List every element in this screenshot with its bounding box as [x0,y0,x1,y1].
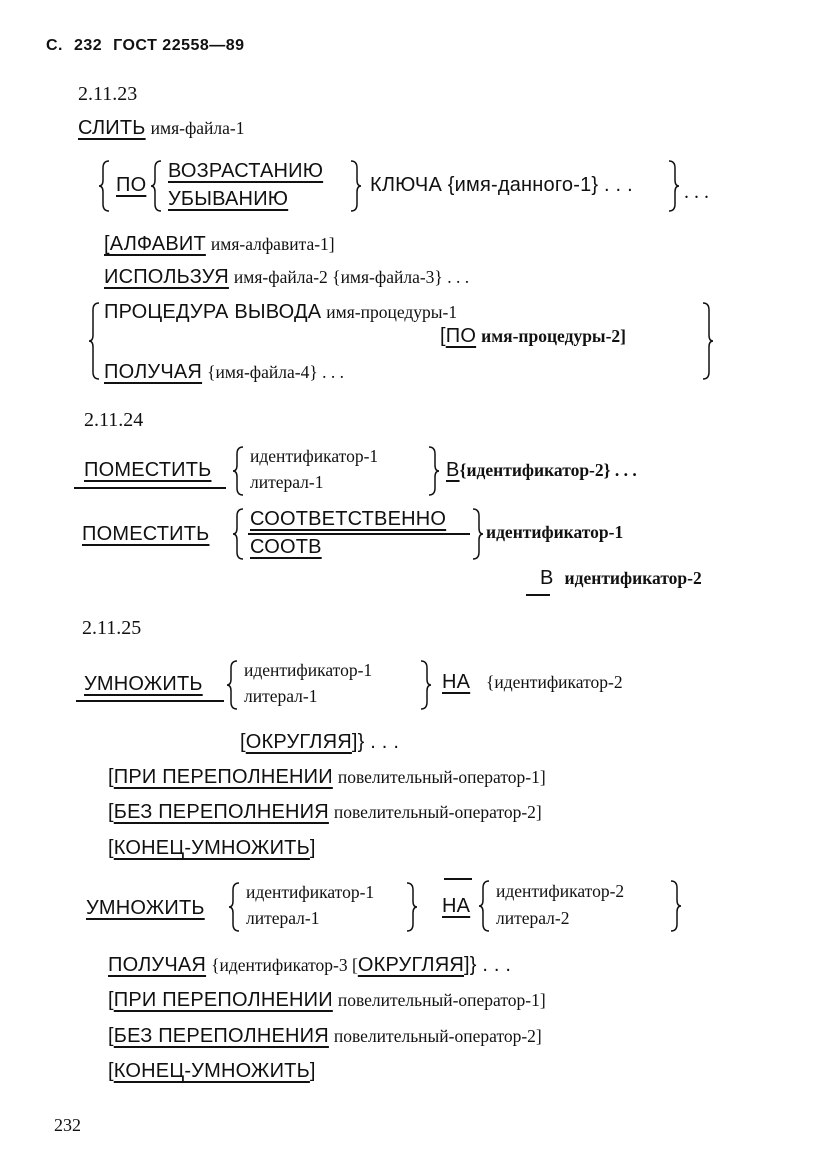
thru-keyword: ПО [445,325,477,347]
literal-option: литерал-1 [250,472,324,492]
running-header [46,38,245,54]
output-procedure-clause [104,302,457,322]
using-argument: имя-файла-2 {имя-файла-3} . . . [233,267,470,287]
giving-argument: {идентификатор-3 [ [211,955,358,975]
left-brace [232,446,246,496]
bracket-open: [ [108,801,114,823]
literal-option: литерал-1 [244,686,318,706]
to-clause [446,460,637,480]
keyword-overline [444,878,472,880]
left-brace [150,160,164,212]
collating-clause [104,234,335,254]
right-brace [700,302,714,380]
descending-keyword: УБЫВАНИЮ [168,188,289,210]
to-clause-2 [540,568,702,588]
right-brace [404,882,418,932]
identifier-option: идентификатор-1 [246,882,375,902]
left-brace [98,160,112,212]
not-overflow-argument: повелительный-оператор-2] [333,1026,542,1046]
giving-clause [104,362,344,382]
on-keyword: ПО [116,174,147,196]
left-brace [226,660,240,710]
on-overflow-argument: повелительный-оператор-1] [337,990,546,1010]
giving-keyword: ПОЛУЧАЯ [108,954,207,976]
merge-argument: имя-файла-1 [150,118,245,138]
thru-clause [440,326,626,346]
on-overflow-argument: повелительный-оператор-1] [337,767,546,787]
literal-option: литерал-1 [246,908,320,928]
not-overflow-clause [108,1026,542,1046]
to-keyword: В [446,459,460,481]
right-brace [348,160,362,212]
bracket-open: [ [108,1025,114,1047]
output-procedure-keyword: ПРОЦЕДУРА ВЫВОДА [104,301,322,323]
right-brace [666,160,680,212]
bracket-open: [ [108,837,114,859]
giving-clause [108,955,511,975]
end-multiply-keyword: КОНЕЦ-УМНОЖИТЬ [113,1060,310,1082]
giving-keyword: ПОЛУЧАЯ [104,361,203,383]
section-number-23: 2.11.23 [78,83,138,105]
multiply-keyword: УМНОЖИТЬ [86,897,205,919]
page-number: 232 [54,1115,81,1135]
right-brace [418,660,432,710]
left-brace [88,302,102,380]
keyword-underline [74,487,226,489]
keyword-underline [526,594,550,596]
thru-argument: имя-процедуры-2] [481,326,626,346]
bracket-close: ] [309,1060,316,1082]
right-brace [668,880,682,932]
giving-argument: {имя-файла-4} . . . [207,362,344,382]
header-prefix: С. [46,37,63,54]
section-number-25: 2.11.25 [82,617,142,639]
identifier-option: идентификатор-2 [496,881,625,901]
not-overflow-argument: повелительный-оператор-2] [333,802,542,822]
not-overflow-keyword: БЕЗ ПЕРЕПОЛНЕНИЯ [113,1025,329,1047]
key-clause-text: КЛЮЧА {имя-данного-1} . . . [370,174,633,196]
repeat-dots: . . . [684,181,709,203]
bracket-close: ] [309,837,316,859]
section-number-24: 2.11.24 [84,409,144,431]
not-overflow-keyword: БЕЗ ПЕРЕПОЛНЕНИЯ [113,801,329,823]
using-keyword: ИСПОЛЬЗУЯ [104,266,229,288]
collating-keyword: [АЛФАВИТ [104,233,206,255]
key-clause [370,175,633,195]
move-keyword: ПОМЕСТИТЬ [82,523,210,545]
rounded-keyword: ОКРУГЛЯЯ [357,954,464,976]
on-overflow-keyword: ПРИ ПЕРЕПОЛНЕНИИ [113,766,333,788]
to-argument: {идентификатор-2} . . . [459,460,637,480]
not-overflow-clause [108,802,542,822]
rounded-keyword: ОКРУГЛЯЯ [245,731,352,753]
on-overflow-keyword: ПРИ ПЕРЕПОЛНЕНИИ [113,989,333,1011]
literal-option: литерал-2 [496,908,570,928]
by-keyword: НА [442,671,471,693]
collating-argument: имя-алфавита-1] [210,234,335,254]
right-brace [470,508,484,560]
rounded-close: ]} . . . [351,731,400,753]
rounded-clause [240,732,399,752]
move-keyword: ПОМЕСТИТЬ [84,459,212,481]
left-brace [478,880,492,932]
header-page: 232 [73,37,103,54]
identifier-option: идентификатор-1 [244,660,373,680]
bracket-open: [ [108,1060,114,1082]
on-overflow-clause [108,767,546,787]
left-brace [232,508,246,560]
by-keyword: НА [442,895,471,917]
to-argument: идентификатор-2 [564,568,702,588]
by-argument: {идентификатор-2 [486,672,623,692]
end-multiply-clause [108,1061,316,1081]
bracket-open: [ [108,766,114,788]
keyword-underline [76,700,224,702]
to-keyword: В [540,567,554,589]
rounded-close: ]} . . . [463,954,512,976]
end-multiply-clause [108,838,316,858]
bracket-open: [ [240,731,246,753]
using-clause [104,267,469,287]
end-multiply-keyword: КОНЕЦ-УМНОЖИТЬ [113,837,310,859]
multiply-keyword: УМНОЖИТЬ [84,673,203,695]
merge-statement [78,118,245,138]
on-overflow-clause [108,990,546,1010]
header-standard: ГОСТ 22558—89 [113,37,245,54]
corresponding-keyword: СООТВЕТСТВЕННО [250,508,447,530]
output-procedure-argument: имя-процедуры-1 [326,302,458,322]
identifier-option: идентификатор-1 [250,446,379,466]
corr-argument: идентификатор-1 [486,522,624,542]
bracket-open: [ [108,989,114,1011]
thru-open: [ [440,325,446,347]
ascending-keyword: ВОЗРАСТАНИЮ [168,160,324,182]
left-brace [228,882,242,932]
merge-keyword: СЛИТЬ [78,117,146,139]
corr-abbrev-keyword: СООТВ [250,536,322,558]
right-brace [426,446,440,496]
keyword-underline [248,533,470,535]
